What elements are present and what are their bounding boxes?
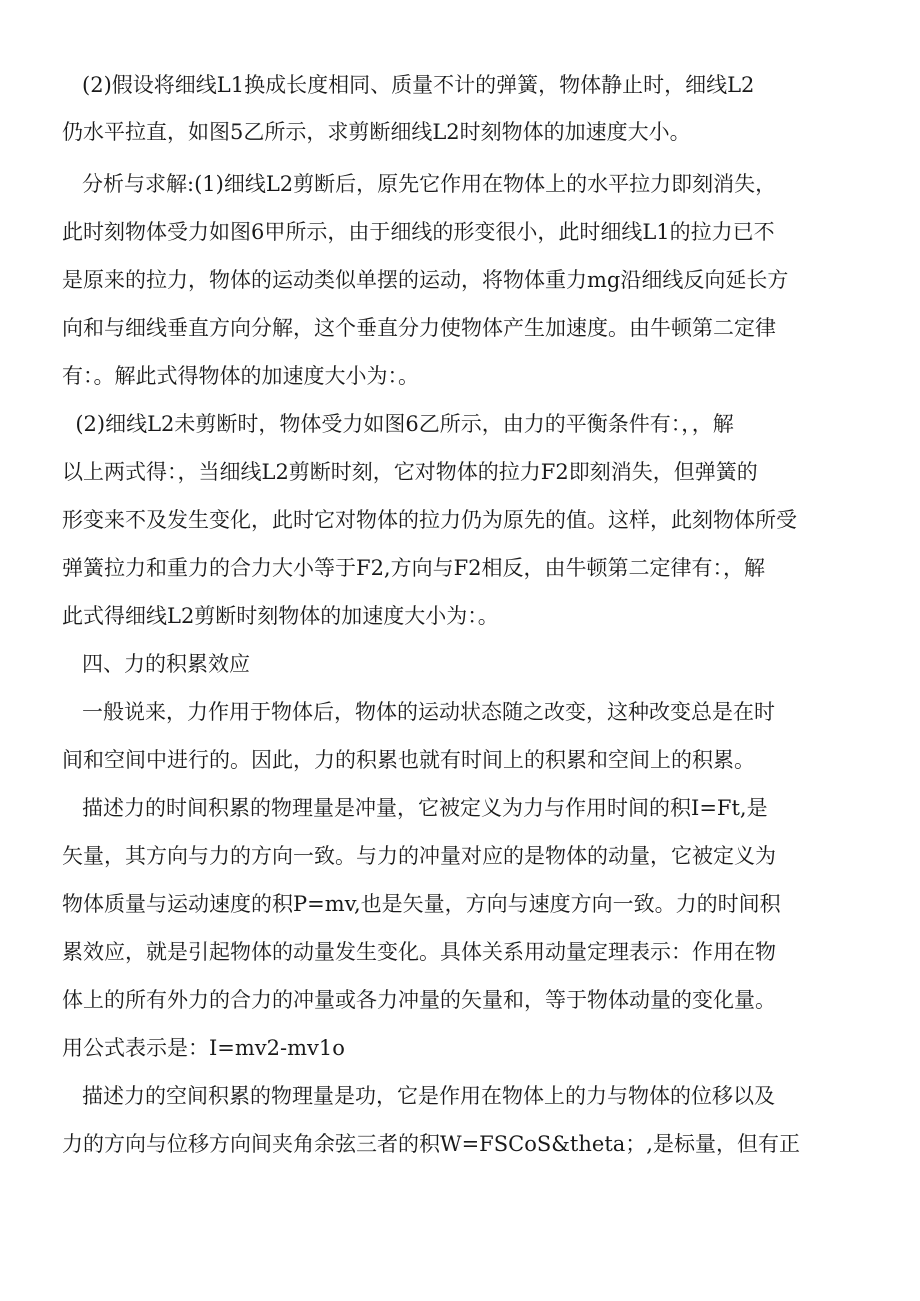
text-line: 是原来的拉力，物体的运动类似单摆的运动，将物体重力mg沿细线反向延长方 — [62, 268, 789, 292]
text-line: (2)假设将细线L1换成长度相同、质量不计的弹簧，物体静止时，细线L2 — [62, 73, 755, 97]
text-line: 用公式表示是：I=mv2-mv1o — [62, 1036, 345, 1060]
text-line: 一般说来，力作用于物体后，物体的运动状态随之改变，这种改变总是在时 — [62, 700, 776, 724]
text-line: 此时刻物体受力如图6甲所示，由于细线的形变很小，此时细线L1的拉力已不 — [62, 220, 775, 244]
text-line: 体上的所有外力的合力的冲量或各力冲量的矢量和，等于物体动量的变化量。 — [62, 988, 776, 1012]
text-line: 矢量，其方向与力的方向一致。与力的冲量对应的是物体的动量，它被定义为 — [62, 844, 776, 868]
text-line: 物体质量与运动速度的积P=mv,也是矢量，方向与速度方向一致。力的时间积 — [62, 892, 781, 916]
text-line: 弹簧拉力和重力的合力大小等于F2,方向与F2相反，由牛顿第二定律有：，解 — [62, 556, 766, 580]
text-line: 描述力的空间积累的物理量是功，它是作用在物体上的力与物体的位移以及 — [62, 1084, 776, 1108]
text-line: 累效应，就是引起物体的动量发生变化。具体关系用动量定理表示：作用在物 — [62, 940, 776, 964]
text-line: 仍水平拉直，如图5乙所示，求剪断细线L2时刻物体的加速度大小。 — [62, 120, 691, 144]
text-line: 形变来不及发生变化，此时它对物体的拉力仍为原先的值。这样，此刻物体所受 — [62, 508, 797, 532]
text-line: 有：。解此式得物体的加速度大小为：。 — [62, 364, 419, 388]
text-line: 分析与求解:(1)细线L2剪断后，原先它作用在物体上的水平拉力即刻消失， — [62, 172, 777, 196]
text-line: 以上两式得：，当细线L2剪断时刻，它对物体的拉力F2即刻消失，但弹簧的 — [62, 460, 758, 484]
text-line: 向和与细线垂直方向分解，这个垂直分力使物体产生加速度。由牛顿第二定律 — [62, 316, 776, 340]
text-line: 力的方向与位移方向间夹角余弦三者的积W=FSCoS&theta；,是标量，但有正 — [62, 1132, 800, 1156]
section-heading: 四、力的积累效应 — [62, 652, 251, 676]
text-line: 描述力的时间积累的物理量是冲量，它被定义为力与作用时间的积I=Ft,是 — [62, 796, 768, 820]
text-line: 间和空间中进行的。因此，力的积累也就有时间上的积累和空间上的积累。 — [62, 748, 755, 772]
text-line: (2)细线L2未剪断时，物体受力如图6乙所示，由力的平衡条件有：，，解 — [62, 412, 734, 436]
text-line: 此式得细线L2剪断时刻物体的加速度大小为：。 — [62, 604, 499, 628]
